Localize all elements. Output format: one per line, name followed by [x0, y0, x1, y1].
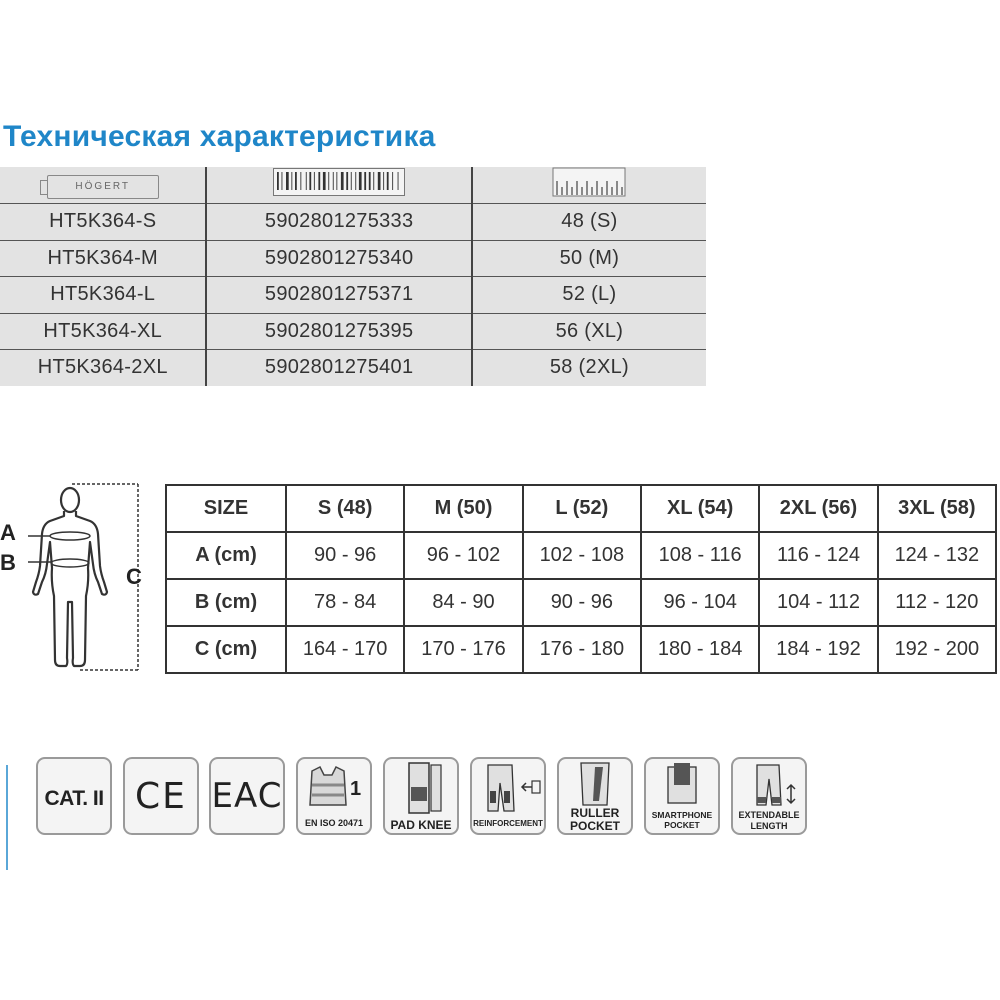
size-chart-row	[166, 626, 996, 673]
table-cell: 124 - 132	[878, 532, 996, 579]
article-cell: HT5K364-S	[0, 204, 206, 241]
table-cell: 164 - 170	[286, 626, 404, 673]
label-b: B	[0, 550, 16, 575]
table-cell: 84 - 90	[404, 579, 522, 626]
table-cell: 192 - 200	[878, 626, 996, 673]
table-cell: 176 - 180	[523, 626, 641, 673]
table-cell: 90 - 96	[523, 579, 641, 626]
eac-mark-label: EAC	[211, 776, 283, 816]
extendable-length-label-2: LENGTH	[750, 821, 788, 831]
human-silhouette-icon	[0, 478, 160, 678]
table-cell: 116 - 124	[759, 532, 877, 579]
table-cell: 104 - 112	[759, 579, 877, 626]
header-cell: S (48)	[286, 485, 404, 532]
ean-cell: 5902801275333	[206, 204, 471, 241]
size-cell: 50 (M)	[472, 240, 706, 277]
header-cell: 2XL (56)	[759, 485, 877, 532]
spec-row	[0, 204, 706, 241]
table-cell: 90 - 96	[286, 532, 404, 579]
header-cell: XL (54)	[641, 485, 759, 532]
reinforcement-label: REINFORCEMENT	[473, 819, 543, 828]
size-chart-table	[165, 484, 997, 674]
ruler-icon	[552, 167, 626, 197]
brand-logo: HÖGERT	[47, 175, 159, 199]
extendable-length-label-1: EXTENDABLE	[738, 810, 800, 820]
size-chart-row	[166, 532, 996, 579]
size-chart-row	[166, 579, 996, 626]
article-cell: HT5K364-L	[0, 277, 206, 314]
row-label: C (cm)	[166, 626, 286, 673]
hi-vis-standard-label: EN ISO 20471	[304, 818, 364, 828]
body-measurement-figure	[0, 478, 160, 678]
table-cell: 108 - 116	[641, 532, 759, 579]
article-cell: HT5K364-2XL	[37, 356, 168, 379]
header-cell: SIZE	[166, 485, 286, 532]
size-cell: 56 (XL)	[472, 313, 706, 350]
smartphone-pocket-label-1: SMARTPHONE	[651, 810, 713, 820]
row-label: B (cm)	[166, 579, 286, 626]
eac-mark-icon	[209, 757, 285, 835]
spec-row	[0, 277, 706, 314]
article-cell: HT5K364-M	[0, 240, 206, 277]
spec-table	[0, 167, 706, 386]
ce-mark-label: CE	[135, 776, 187, 817]
ruler-pocket-label-1: RULLER	[570, 806, 620, 820]
size-chart-header	[166, 485, 996, 532]
table-cell: 112 - 120	[878, 579, 996, 626]
divider-line	[6, 765, 8, 870]
cat-ii-label: CAT. II	[44, 787, 104, 810]
ean-cell: 5902801275395	[206, 313, 471, 350]
barcode-icon	[273, 168, 405, 196]
header-cell: L (52)	[523, 485, 641, 532]
table-cell: 78 - 84	[286, 579, 404, 626]
pad-knee-icon	[383, 757, 459, 835]
extendable-length-icon	[731, 757, 807, 835]
pad-knee-label: PAD KNEE	[390, 818, 452, 832]
ruler-pocket-icon	[557, 757, 633, 835]
size-cell: 58 (2XL)	[472, 350, 706, 386]
header-cell: 3XL (58)	[878, 485, 996, 532]
ce-mark-icon	[123, 757, 199, 835]
table-cell: 102 - 108	[523, 532, 641, 579]
table-cell: 96 - 104	[641, 579, 759, 626]
ean-cell: 5902801275401	[206, 350, 471, 386]
size-cell: 48 (S)	[472, 204, 706, 241]
table-cell: 180 - 184	[641, 626, 759, 673]
header-cell: M (50)	[404, 485, 522, 532]
ean-cell: 5902801275371	[206, 277, 471, 314]
smartphone-pocket-icon	[644, 757, 720, 835]
size-cell: 52 (L)	[472, 277, 706, 314]
page-title: Техническая характеристика	[3, 120, 436, 153]
table-cell: 184 - 192	[759, 626, 877, 673]
hi-vis-class-label: 1	[350, 778, 362, 800]
label-a: A	[0, 520, 16, 545]
article-cell: HT5K364-XL	[0, 313, 206, 350]
hi-vis-vest-icon	[296, 757, 372, 835]
table-cell: 96 - 102	[404, 532, 522, 579]
row-label: A (cm)	[166, 532, 286, 579]
spec-row	[0, 240, 706, 277]
reinforcement-icon	[470, 757, 546, 835]
smartphone-pocket-label-2: POCKET	[664, 820, 700, 830]
ruler-cell	[472, 167, 706, 204]
spec-row	[0, 350, 706, 386]
ruler-pocket-label-2: POCKET	[569, 819, 620, 833]
table-cell: 170 - 176	[404, 626, 522, 673]
cat-ii-icon	[36, 757, 112, 835]
brand-logo-cell	[0, 167, 206, 204]
spec-row	[0, 313, 706, 350]
ean-cell: 5902801275340	[206, 240, 471, 277]
label-c: C	[126, 564, 142, 589]
spec-header-row	[0, 167, 706, 204]
barcode-cell	[206, 167, 471, 204]
